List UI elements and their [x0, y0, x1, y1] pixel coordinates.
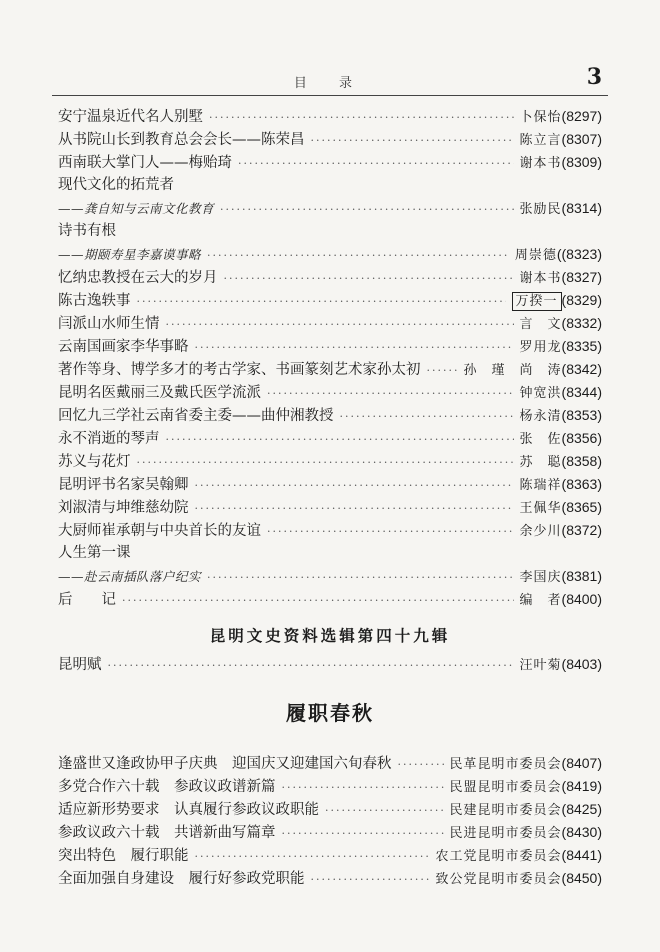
- toc-entry-author: 苏 聪: [519, 455, 562, 470]
- toc-entry-author: 汪叶菊: [519, 658, 562, 673]
- toc-entry-author: 谢本书: [519, 156, 562, 171]
- table-of-contents: [58, 105, 602, 890]
- toc-entry: [58, 473, 602, 496]
- toc-entry-page: (8400): [561, 591, 602, 607]
- toc-entry-page: (8297): [561, 108, 602, 124]
- toc-entry: [58, 496, 602, 519]
- toc-entry-page: (8430): [561, 824, 602, 840]
- toc-entry-title: 逢盛世又逢政协甲子庆典 迎国庆又迎建国六旬春秋: [58, 756, 392, 772]
- toc-entry-title: ——期颐寿星李嘉谟事略: [58, 247, 202, 262]
- toc-entry: [58, 128, 602, 151]
- toc-entry-page: (8353): [561, 407, 602, 423]
- toc-entry-title: 参政议政六十载 共谱新曲写篇章: [58, 825, 276, 841]
- toc-entry-title: 闫派山水师生情: [58, 316, 160, 332]
- leader-dots: [340, 405, 514, 428]
- toc-entry-page: (8356): [561, 430, 602, 446]
- toc-entry-author: 孙 瑾 尚 涛: [463, 363, 562, 378]
- toc-entry-page: (8307): [561, 131, 602, 147]
- section-heading-large: 履职春秋: [286, 701, 374, 725]
- toc-entry: [58, 358, 602, 381]
- toc-entry: [58, 752, 602, 775]
- toc-entry: [58, 220, 602, 243]
- toc-entry-author: 杨永清: [519, 409, 562, 424]
- toc-entry-page: (8344): [561, 384, 602, 400]
- toc-entry-author: 李国庆: [519, 570, 562, 585]
- toc-entry-page: (8363): [561, 476, 602, 492]
- toc-entry-author: 万揆一: [512, 292, 562, 311]
- leader-dots: [267, 382, 514, 405]
- toc-entry: [58, 243, 602, 266]
- toc-entry-page: (8407): [561, 755, 602, 771]
- leader-dots: [108, 654, 514, 677]
- toc-entry-author: 陈立言: [519, 133, 562, 148]
- toc-entry: [58, 427, 602, 450]
- toc-entry-page: (8403): [561, 656, 602, 672]
- toc-entry-author: 编 者: [519, 593, 562, 608]
- toc-entry-author: 陈瑞祥: [519, 478, 562, 493]
- leader-dots: [224, 267, 514, 290]
- toc-entry-title: 昆明赋: [58, 657, 102, 673]
- toc-entry-page: (8327): [561, 269, 602, 285]
- toc-entry-page: (8381): [561, 568, 602, 584]
- toc-section-2: [58, 653, 602, 676]
- leader-dots: [311, 129, 514, 152]
- toc-entry: [58, 289, 602, 312]
- toc-entry-author: 张励民: [519, 202, 562, 217]
- toc-entry-title: ——龚自知与云南文化教育: [58, 201, 215, 216]
- toc-entry-title: 全面加强自身建设 履行好参政党职能: [58, 871, 305, 887]
- toc-entry: [58, 519, 602, 542]
- toc-entry-title: 现代文化的拓荒者: [58, 177, 174, 193]
- leader-dots: [195, 336, 514, 359]
- toc-entry: [58, 197, 602, 220]
- toc-entry-page: (8358): [561, 453, 602, 469]
- toc-entry-page: (8365): [561, 499, 602, 515]
- toc-entry: [58, 653, 602, 676]
- leader-dots: [195, 845, 430, 868]
- toc-entry: [58, 798, 602, 821]
- toc-entry-title: 苏义与花灯: [58, 454, 131, 470]
- toc-entry-title: 诗书有根: [58, 223, 116, 239]
- toc-entry: [58, 105, 602, 128]
- toc-entry: [58, 312, 602, 335]
- leader-dots: [398, 753, 444, 776]
- toc-entry-author: 民盟昆明市委员会: [449, 780, 562, 795]
- toc-entry-title: ——赴云南插队落户纪实: [58, 569, 202, 584]
- toc-entry: [58, 588, 602, 611]
- toc-entry: [58, 404, 602, 427]
- header-rule: [52, 95, 608, 96]
- toc-entry-author: 谢本书: [519, 271, 562, 286]
- toc-entry-title: 云南国画家李华事略: [58, 339, 189, 355]
- toc-entry-author: 农工党昆明市委员会: [435, 849, 562, 864]
- leader-dots: [166, 428, 514, 451]
- toc-entry-page: (8419): [561, 778, 602, 794]
- toc-section-3: [58, 752, 602, 890]
- toc-entry: [58, 542, 602, 565]
- leader-dots: [267, 520, 514, 543]
- toc-entry-page: (8309): [561, 154, 602, 170]
- leader-dots: [220, 198, 514, 221]
- toc-entry-page: (8329): [561, 292, 602, 308]
- toc-entry-page: ((8323): [556, 246, 602, 262]
- toc-entry-page: (8335): [561, 338, 602, 354]
- leader-dots: [282, 822, 444, 845]
- leader-dots: [195, 474, 514, 497]
- toc-entry-author: 民进昆明市委员会: [449, 826, 562, 841]
- toc-entry-title: 忆纳忠教授在云大的岁月: [58, 270, 218, 286]
- toc-entry: [58, 335, 602, 358]
- toc-entry: [58, 867, 602, 890]
- toc-entry-author: 民革昆明市委员会: [449, 757, 562, 772]
- toc-entry-title: 回忆九三学社云南省委主委——曲仲湘教授: [58, 408, 334, 424]
- toc-entry: [58, 381, 602, 404]
- leader-dots: [195, 497, 514, 520]
- toc-entry-title: 西南联大掌门人——梅贻琦: [58, 155, 232, 171]
- leader-dots: [166, 313, 514, 336]
- toc-entry-author: 王佩华: [519, 501, 562, 516]
- toc-entry-title: 安宁温泉近代名人别墅: [58, 109, 203, 125]
- leader-dots: [207, 566, 514, 589]
- page-number: 3: [586, 64, 602, 90]
- toc-entry: [58, 151, 602, 174]
- toc-entry-author: 言 文: [519, 317, 562, 332]
- toc-entry-author: 罗用龙: [519, 340, 562, 355]
- toc-entry-author: 余少川: [519, 524, 562, 539]
- leader-dots: [311, 868, 430, 891]
- leader-dots: [137, 451, 514, 474]
- toc-entry-page: (8332): [561, 315, 602, 331]
- toc-entry-author: 卜保怡: [519, 110, 562, 125]
- toc-entry-page: (8314): [561, 200, 602, 216]
- toc-entry-title: 陈古逸轶事: [58, 293, 131, 309]
- toc-entry-page: (8450): [561, 870, 602, 886]
- leader-dots: [137, 290, 506, 313]
- toc-entry-title: 永不消逝的琴声: [58, 431, 160, 447]
- leader-dots: [282, 776, 444, 799]
- leader-dots: [122, 589, 514, 612]
- toc-entry: [58, 266, 602, 289]
- toc-entry-title: 人生第一课: [58, 545, 131, 561]
- toc-entry-title: 大厨师崔承朝与中央首长的友谊: [58, 523, 261, 539]
- toc-section-1: [58, 105, 602, 611]
- toc-entry: [58, 775, 602, 798]
- toc-entry: [58, 565, 602, 588]
- toc-entry-page: (8372): [561, 522, 602, 538]
- toc-entry-title: 昆明名医戴丽三及戴氏医学流派: [58, 385, 261, 401]
- toc-entry-title: 刘淑清与坤维慈幼院: [58, 500, 189, 516]
- leader-dots: [207, 244, 509, 267]
- toc-entry-author: 致公党昆明市委员会: [435, 872, 562, 887]
- page-header: [52, 64, 608, 96]
- header-title: 目 录: [293, 76, 367, 91]
- leader-dots: [325, 799, 444, 822]
- toc-entry-title: 昆明评书名家吴翰卿: [58, 477, 189, 493]
- toc-entry-author: 周崇德: [514, 248, 557, 263]
- toc-entry-author: 钟宽洪: [519, 386, 562, 401]
- section-heading: 昆明文史资料选辑第四十九辑: [209, 626, 451, 645]
- toc-entry-title: 突出特色 履行职能: [58, 848, 189, 864]
- toc-entry-title: 适应新形势要求 认真履行参政议政职能: [58, 802, 319, 818]
- toc-entry-author: 民建昆明市委员会: [449, 803, 562, 818]
- toc-entry: [58, 174, 602, 197]
- toc-entry-title: 多党合作六十载 参政议政谱新篇: [58, 779, 276, 795]
- toc-entry-title: 从书院山长到教育总会会长——陈荣昌: [58, 132, 305, 148]
- toc-entry-title: 后 记: [58, 592, 116, 608]
- leader-dots: [427, 359, 458, 382]
- toc-entry-page: (8342): [561, 361, 602, 377]
- toc-entry-page: (8441): [561, 847, 602, 863]
- toc-entry: [58, 844, 602, 867]
- leader-dots: [238, 152, 514, 175]
- leader-dots: [209, 106, 514, 129]
- toc-entry: [58, 450, 602, 473]
- toc-entry-title: 著作等身、博学多才的考古学家、书画篆刻艺术家孙太初: [58, 362, 421, 378]
- toc-entry: [58, 821, 602, 844]
- toc-entry-author: 张 佐: [519, 432, 562, 447]
- toc-entry-page: (8425): [561, 801, 602, 817]
